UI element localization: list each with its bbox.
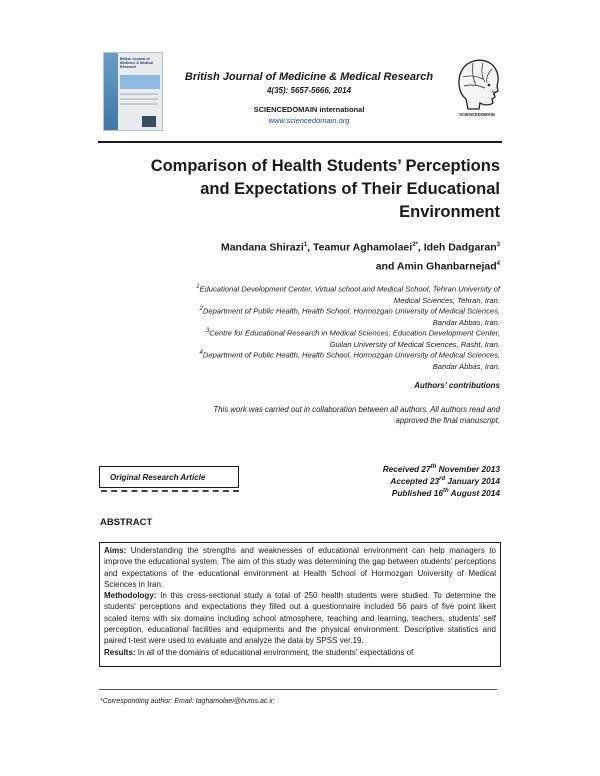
publisher-url-link[interactable]: www.sciencedomain.org xyxy=(268,116,350,125)
affiliation: $^1$Educational Development Center, Virtual school and Medical School, Tehran University of Medical Sciences, Tehran, Iran. xyxy=(196,284,500,305)
abstract-methodology: Methodology: In this cross-sectional study a total of 250 health students were studied. To determine the students' perceptions and expectations they filled out a questionnaire included 56 pairs of five point likert scaled items with six domains including school atmosphere, teaching and learning, teachers, students' self perception, educational facilities and equipments and the physical environment. Descriptive statistics and paired t-test were used to evaluate and analyze the data by SPSS ver.19. xyxy=(104,591,496,646)
contributions-text: This work was carried out in collaboration between all authors. All authors read and approved the final manuscript. xyxy=(213,405,500,425)
affiliation: $^4$Department of Public Health, Health School, Hormozgan University of Medical Sciences, Bandar Abbas, Iran. xyxy=(199,350,500,371)
received-date: Received 27th November 2013 xyxy=(382,463,500,474)
publisher-logo-text: SCIENCEDOMAIN xyxy=(459,112,495,117)
author-name: Teamur Aghamolaei xyxy=(313,241,413,254)
author-list: Mandana Shirazi$^1$, Teamur Aghamolaei$^{2*}$, Ideh Dadgaran$^3$ and Amin Ghanbarnejad$^4$ xyxy=(220,241,500,272)
author-affiliation-mark: 3 xyxy=(496,242,500,248)
footnote-divider xyxy=(99,689,497,690)
publisher-logo-icon xyxy=(452,55,502,117)
abstract-heading: ABSTRACT xyxy=(100,517,153,528)
abstract-aims: Aims: Understanding the strengths and weaknesses of educational environment can help managers to improve the educational system. The aim of this study was determining the gap between students' perceptions and expectations of the educational environment at Health School of Hormozgan University of Medical Sciences in Iran. xyxy=(104,546,496,589)
cover-title: British Journal of Medicine & Medical Research xyxy=(120,57,154,70)
affiliation: $^2$Department of Public Health, Health School, Hormozgan University of Medical Sciences, Bandar Abbas, Iran. xyxy=(199,306,500,327)
article-type-label: Original Research Article xyxy=(99,466,239,488)
publisher-name: SCIENCEDOMAIN international xyxy=(253,105,365,114)
journal-volume: 4(35): 5657-5666, 2014 xyxy=(266,86,352,95)
published-date: Published 16th August 2014 xyxy=(391,487,500,498)
journal-title: British Journal of Medicine & Medical Research xyxy=(184,71,434,83)
accepted-date: Accepted 23rd January 2014 xyxy=(390,475,500,486)
journal-cover-image xyxy=(103,52,163,131)
author-name: Ideh Dadgaran xyxy=(423,241,497,254)
author-affiliation-mark: 1 xyxy=(303,242,308,248)
author-affiliation-mark: 4 xyxy=(496,260,500,267)
corresponding-author-footnote: *Corresponding author: Email: taghamolaei@hums.ac.ir; xyxy=(100,698,276,705)
abstract-box xyxy=(99,542,501,667)
article-type-underline xyxy=(101,490,239,492)
author-name: Amin Ghanbarnejad xyxy=(396,260,497,272)
paper-title-line-1: Comparison of Health Students’ Perceptions xyxy=(150,157,500,175)
author-name: Mandana Shirazi xyxy=(220,241,304,254)
contributions-heading: Authors’ contributions xyxy=(414,381,500,390)
paper-title-line-2: and Expectations of Their Educational xyxy=(200,180,500,198)
affiliation: $^3$Centre for Educational Research in Medical Sciences, Education Development Center, Guilan University of Medical Sciences, Rasht, Iran. xyxy=(205,328,500,349)
header-divider xyxy=(98,141,502,143)
abstract-results: Results: In all of the domains of educational environment, the students' expectations of xyxy=(104,647,414,657)
paper-title-line-3: Environment xyxy=(399,203,500,221)
paper-title xyxy=(100,155,500,224)
author-affiliation-mark: 2* xyxy=(412,242,418,248)
